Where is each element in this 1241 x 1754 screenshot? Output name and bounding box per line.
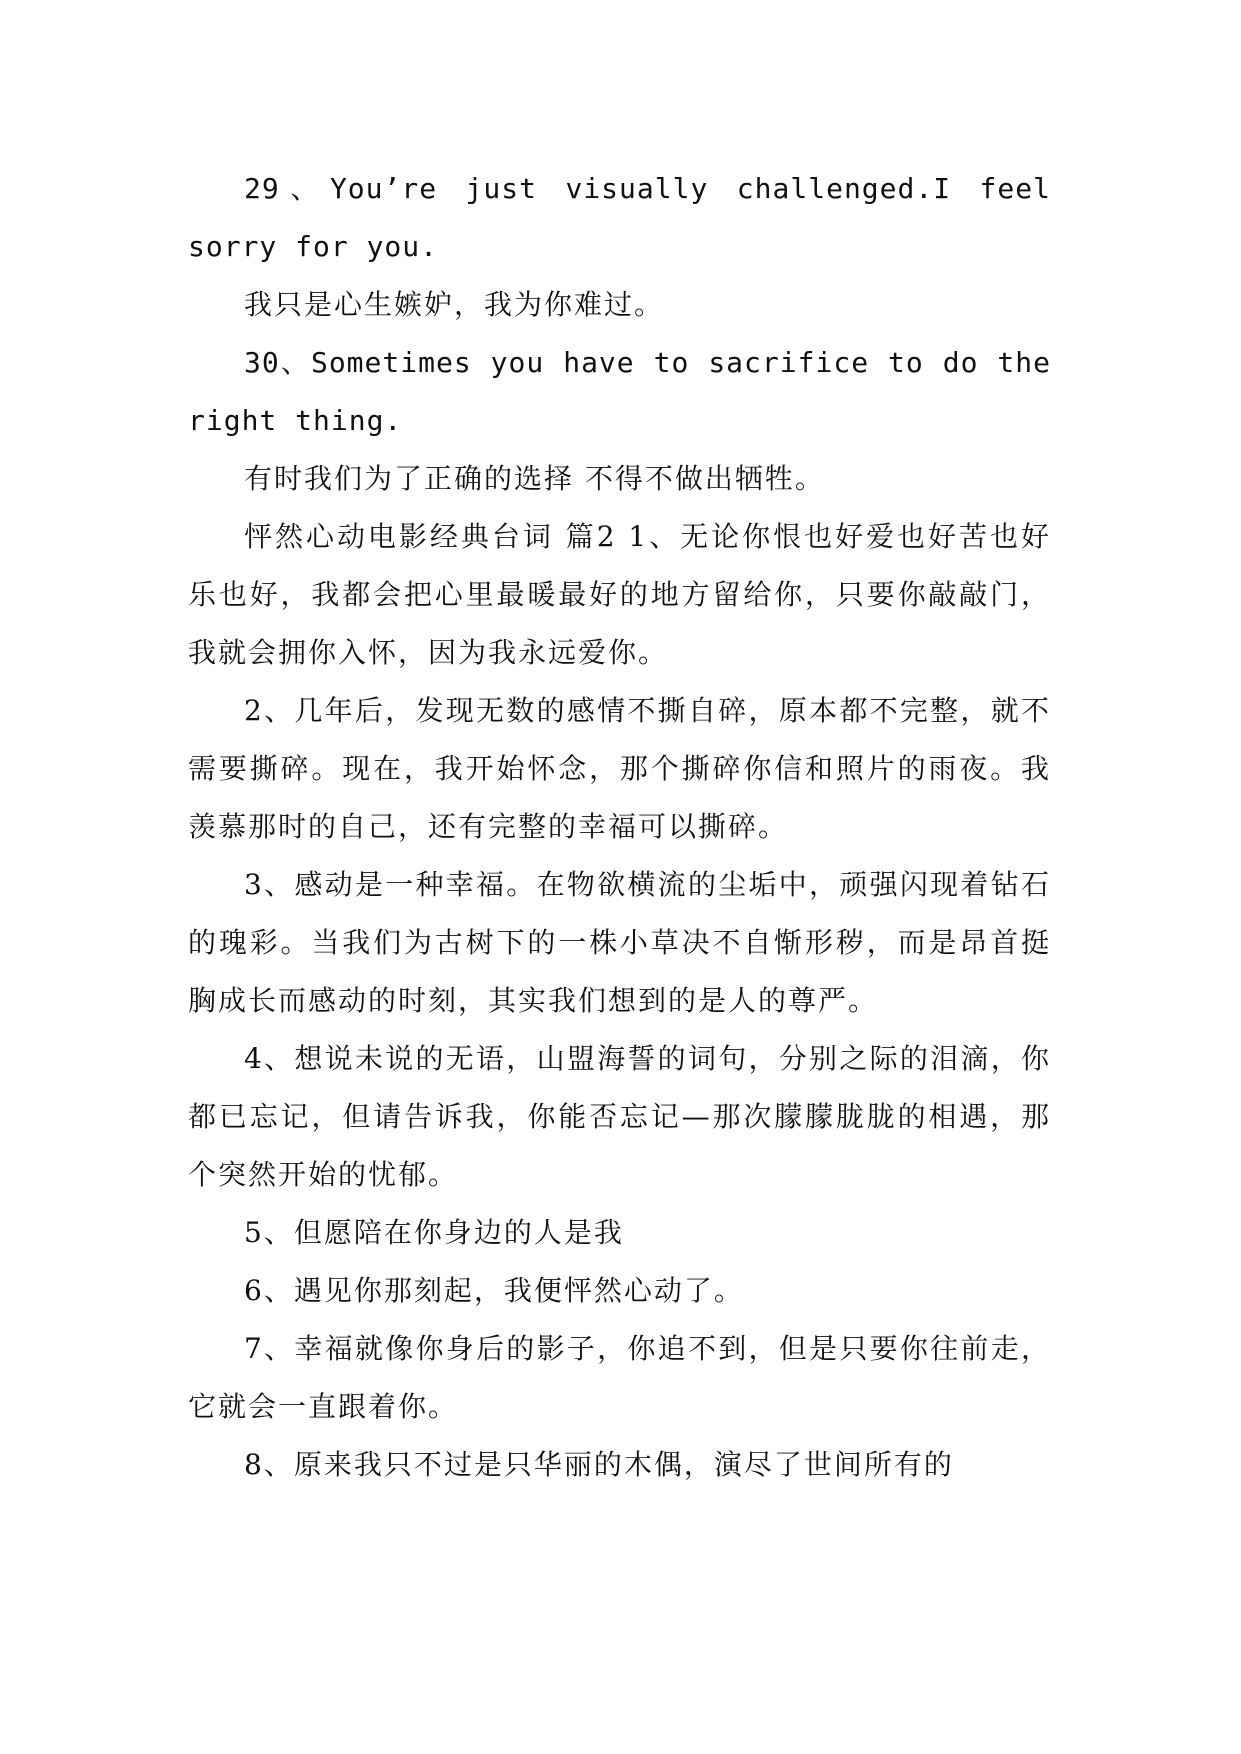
section-2-quote-1: 怦然心动电影经典台词 篇2 1、无论你恨也好爱也好苦也好乐也好，我都会把心里最暖最好的地方留给你，只要你敲敲门，我就会拥你入怀，因为我永远爱你。 bbox=[188, 520, 1051, 669]
quote-30-english: 30、Sometimes you have to sacrifice to do the right thing. bbox=[188, 346, 1051, 437]
quote-7: 7、幸福就像你身后的影子，你追不到，但是只要你往前走，它就会一直跟着你。 bbox=[188, 1332, 1051, 1423]
quote-3: 3、感动是一种幸福。在物欲横流的尘垢中，顽强闪现着钻石的瑰彩。当我们为古树下的一株小草决不自惭形秽，而是昂首挺胸成长而感动的时刻，其实我们想到的是人的尊严。 bbox=[188, 868, 1051, 1017]
quote-6: 6、遇见你那刻起，我便怦然心动了。 bbox=[244, 1274, 744, 1307]
quote-2: 2、几年后，发现无数的感情不撕自碎，原本都不完整，就不需要撕碎。现在，我开始怀念，那个撕碎你信和照片的雨夜。我羡慕那时的自己，还有完整的幸福可以撕碎。 bbox=[188, 694, 1051, 843]
quote-4: 4、想说未说的无语，山盟海誓的词句，分别之际的泪滴，你都已忘记，但请告诉我，你能否忘记—那次朦朦胧胧的相遇，那个突然开始的忧郁。 bbox=[188, 1042, 1051, 1191]
quote-29-english: 29、You’re just visually challenged.I feel sorry for you. bbox=[188, 172, 1051, 263]
document-body bbox=[188, 160, 1051, 1494]
quote-29-chinese: 我只是心生嫉妒，我为你难过。 bbox=[244, 288, 665, 321]
quote-5: 5、但愿陪在你身边的人是我 bbox=[244, 1216, 624, 1249]
quote-30-chinese: 有时我们为了正确的选择 不得不做出牺牲。 bbox=[244, 462, 825, 495]
quote-8: 8、原来我只不过是只华丽的木偶，演尽了世间所有的 bbox=[244, 1448, 954, 1481]
